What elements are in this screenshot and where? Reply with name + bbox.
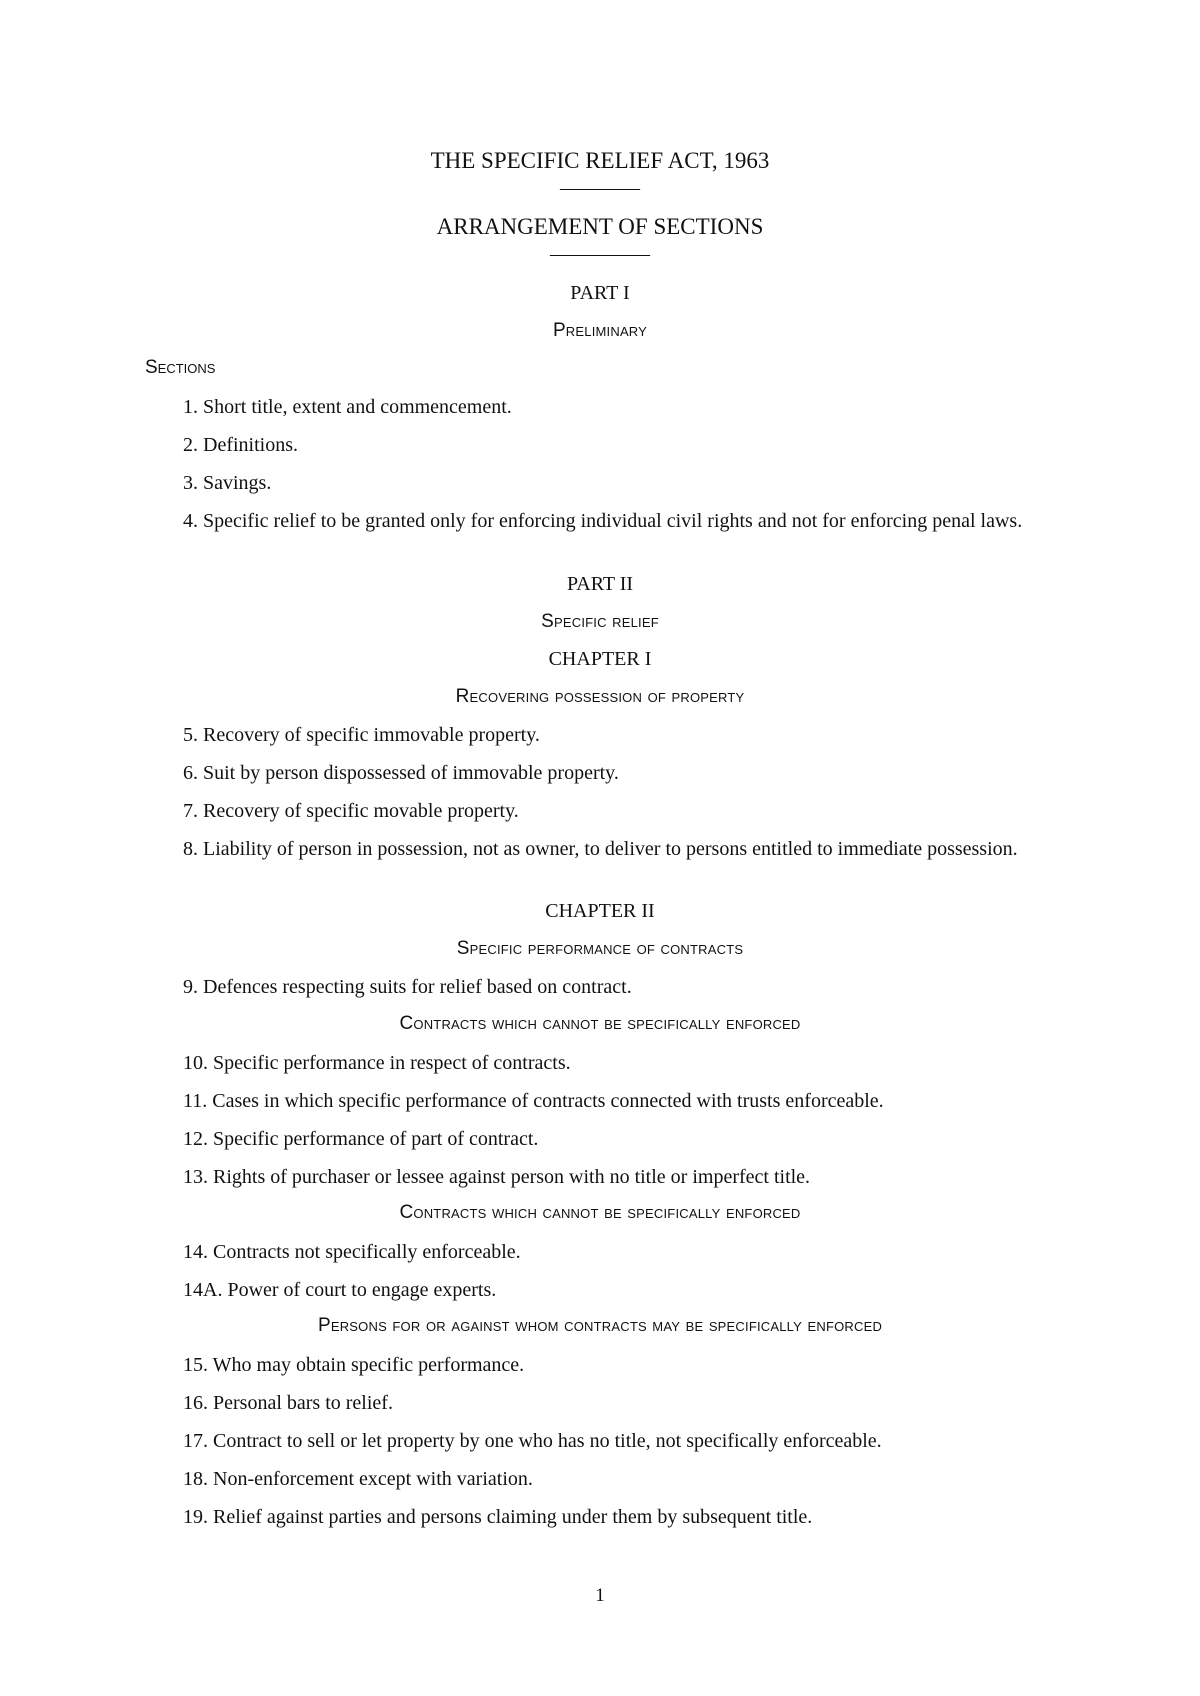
- section-item: [183, 1277, 496, 1303]
- section-number: 9.: [183, 976, 198, 998]
- section-title: Personal bars to relief.: [213, 1392, 393, 1414]
- section-title: Rights of purchaser or lessee against person with no title or imperfect title.: [213, 1166, 811, 1188]
- section-item: [183, 798, 519, 824]
- section-number: 7.: [183, 800, 198, 822]
- sections-label: Sections: [145, 357, 216, 378]
- section-title: Specific performance in respect of contracts.: [213, 1052, 571, 1074]
- title-rule: ————: [560, 177, 640, 199]
- section-item: [183, 394, 512, 420]
- section-title: Recovery of specific movable property.: [203, 800, 519, 822]
- section-title: Savings.: [203, 472, 272, 494]
- act-title: THE SPECIFIC RELIEF ACT, 1963: [430, 148, 770, 173]
- section-number: 1.: [183, 396, 198, 418]
- section-item: [183, 1050, 571, 1076]
- section-title: Relief against parties and persons claiming under them by subsequent title.: [213, 1506, 813, 1528]
- section-item: [183, 1504, 812, 1530]
- section-number: 16.: [183, 1392, 208, 1414]
- arrangement-heading: ARRANGEMENT OF SECTIONS: [436, 214, 764, 239]
- section-title: Definitions.: [203, 434, 298, 456]
- subheading: Contracts which cannot be specifically enforced: [399, 1013, 801, 1034]
- section-title: Contracts not specifically enforceable.: [213, 1241, 521, 1263]
- section-item: [183, 1428, 882, 1454]
- section-item: [183, 974, 632, 1000]
- section-title: Defences respecting suits for relief based on contract.: [203, 976, 632, 998]
- subheading: Contracts which cannot be specifically enforced: [399, 1202, 801, 1223]
- section-number: 13.: [183, 1166, 208, 1188]
- page-number: 1: [595, 1585, 605, 1606]
- section-title: Specific performance of part of contract.: [213, 1128, 539, 1150]
- section-item: [183, 508, 1095, 534]
- chapter-2-heading: Specific performance of contracts: [456, 938, 744, 959]
- section-number: 5.: [183, 724, 198, 746]
- subheading: Persons for or against whom contracts may be specifically enforced: [317, 1315, 883, 1336]
- section-number: 4.: [183, 510, 198, 532]
- section-title: Power of court to engage experts.: [227, 1279, 497, 1301]
- section-title: Who may obtain specific performance.: [212, 1354, 525, 1376]
- section-item: [183, 722, 540, 748]
- section-number: 15.: [183, 1354, 208, 1376]
- chapter-1-heading: Recovering possession of property: [455, 686, 745, 707]
- section-number: 11.: [183, 1090, 208, 1112]
- section-number: 14.: [183, 1241, 208, 1263]
- section-title: Cases in which specific performance of contracts connected with trusts enforceable.: [212, 1090, 884, 1112]
- section-item: [183, 1239, 521, 1265]
- section-item: [183, 1466, 533, 1492]
- subtitle-rule: —————: [550, 243, 650, 265]
- section-item: [183, 1390, 393, 1416]
- section-item: [183, 1352, 524, 1378]
- section-number: 14A.: [183, 1279, 223, 1301]
- section-item: [183, 1088, 884, 1114]
- section-number: 6.: [183, 762, 198, 784]
- section-title: Suit by person dispossessed of immovable property.: [203, 762, 619, 784]
- section-item: [183, 1164, 810, 1190]
- section-item: [183, 432, 298, 458]
- section-number: 2.: [183, 434, 198, 456]
- section-item: [183, 1126, 538, 1152]
- section-title: Recovery of specific immovable property.: [203, 724, 540, 746]
- section-number: 3.: [183, 472, 198, 494]
- section-title: Contract to sell or let property by one who has no title, not specifically enforceable.: [213, 1430, 882, 1452]
- part-1-label: PART I: [570, 282, 630, 304]
- section-number: 19.: [183, 1506, 208, 1528]
- chapter-2-label: CHAPTER II: [545, 900, 655, 922]
- part-2-label: PART II: [566, 573, 634, 595]
- part-2-heading: Specific relief: [541, 611, 659, 632]
- section-item: [183, 836, 1095, 862]
- chapter-1-label: CHAPTER I: [548, 648, 652, 670]
- section-number: 18.: [183, 1468, 208, 1490]
- section-title: Short title, extent and commencement.: [203, 396, 512, 418]
- part-1-heading: Preliminary: [552, 320, 648, 341]
- section-item: [183, 470, 271, 496]
- section-number: 10.: [183, 1052, 208, 1074]
- section-number: 12.: [183, 1128, 208, 1150]
- section-title: Specific relief to be granted only for enforcing individual civil rights and not for enforcing penal laws.: [203, 510, 1023, 532]
- section-item: [183, 760, 619, 786]
- section-title: Liability of person in possession, not as owner, to deliver to persons entitled to immediate possession.: [203, 838, 1018, 860]
- section-title: Non-enforcement except with variation.: [213, 1468, 533, 1490]
- section-number: 8.: [183, 838, 198, 860]
- section-number: 17.: [183, 1430, 208, 1452]
